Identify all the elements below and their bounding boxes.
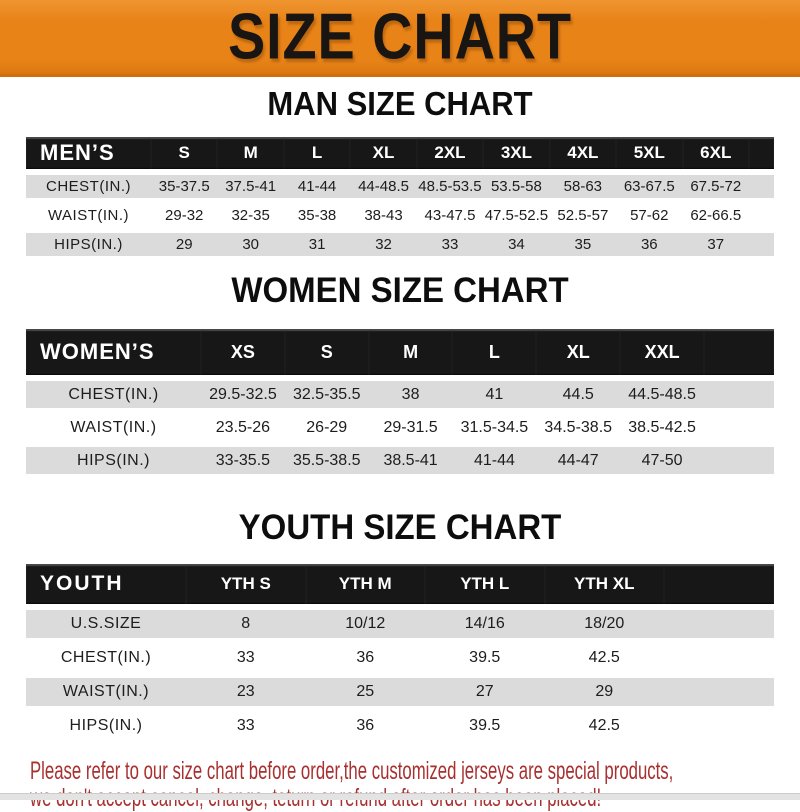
men-cell-1-4: 43-47.5 xyxy=(417,204,483,227)
men-cell-1-5: 47.5-52.5 xyxy=(483,204,549,227)
women-size-section xyxy=(0,270,800,480)
men-cell-2-6: 35 xyxy=(550,233,616,256)
women-size-header-4: XL xyxy=(536,329,620,375)
men-cell-1-1: 32-35 xyxy=(217,204,283,227)
men-cell-0-1: 37.5-41 xyxy=(217,175,283,198)
men-cell-2-1: 30 xyxy=(217,233,283,256)
youth-cell-2-1: 25 xyxy=(306,678,426,706)
women-row-spacer-0 xyxy=(704,381,774,408)
men-size-header-8: 6XL xyxy=(683,137,750,169)
women-row-label-2: HIPS(IN.) xyxy=(26,447,201,474)
men-cell-1-3: 38-43 xyxy=(350,204,416,227)
men-cell-2-5: 34 xyxy=(483,233,549,256)
men-size-header-1: M xyxy=(217,137,283,169)
youth-row-label-3: HIPS(IN.) xyxy=(26,712,186,740)
youth-header-spacer xyxy=(664,564,774,604)
order-note-line-1: Please refer to our size chart before order,the customized jerseys are special products, xyxy=(30,757,674,785)
men-cell-0-6: 58-63 xyxy=(550,175,616,198)
men-size-section xyxy=(0,84,800,262)
men-row-0 xyxy=(26,175,774,198)
youth-cell-3-3: 42.5 xyxy=(545,712,665,740)
women-cell-2-1: 35.5-38.5 xyxy=(285,447,369,474)
women-cell-0-1: 32.5-35.5 xyxy=(285,381,369,408)
youth-row-label-0: U.S.SIZE xyxy=(26,610,186,638)
women-cell-1-0: 23.5-26 xyxy=(201,414,285,441)
women-cell-0-3: 41 xyxy=(452,381,536,408)
men-size-header-5: 3XL xyxy=(483,137,549,169)
youth-cell-0-2: 14/16 xyxy=(425,610,545,638)
women-size-header-1: S xyxy=(285,329,369,375)
women-cell-0-5: 44.5-48.5 xyxy=(620,381,704,408)
men-row-label-0: CHEST(IN.) xyxy=(26,175,151,198)
women-cell-0-0: 29.5-32.5 xyxy=(201,381,285,408)
women-cell-2-2: 38.5-41 xyxy=(369,447,453,474)
men-header-spacer xyxy=(749,137,774,169)
youth-size-section xyxy=(0,507,800,746)
men-row-1 xyxy=(26,204,774,227)
youth-row-spacer-3 xyxy=(664,712,774,740)
women-header-spacer xyxy=(704,329,774,375)
women-cell-0-2: 38 xyxy=(369,381,453,408)
women-section-heading: WOMEN SIZE CHART xyxy=(231,269,569,310)
women-row-label-0: CHEST(IN.) xyxy=(26,381,201,408)
men-cell-1-2: 35-38 xyxy=(284,204,350,227)
men-cell-2-0: 29 xyxy=(151,233,217,256)
page-title: SIZE CHART xyxy=(227,0,573,73)
youth-row-spacer-2 xyxy=(664,678,774,706)
men-row-spacer-0 xyxy=(749,175,774,198)
men-row-2 xyxy=(26,233,774,256)
youth-cell-3-0: 33 xyxy=(186,712,306,740)
men-cell-1-0: 29-32 xyxy=(151,204,217,227)
women-cell-1-5: 38.5-42.5 xyxy=(620,414,704,441)
youth-size-header-3: YTH XL xyxy=(545,564,665,604)
men-header-row xyxy=(26,137,774,169)
men-size-header-6: 4XL xyxy=(550,137,616,169)
youth-cell-1-2: 39.5 xyxy=(425,644,545,672)
youth-cell-2-3: 29 xyxy=(545,678,665,706)
men-section-heading: MAN SIZE CHART xyxy=(267,84,533,123)
men-size-header-4: 2XL xyxy=(417,137,483,169)
women-size-header-5: XXL xyxy=(620,329,704,375)
youth-row-label-1: CHEST(IN.) xyxy=(26,644,186,672)
men-row-spacer-1 xyxy=(749,204,774,227)
men-row-label-2: HIPS(IN.) xyxy=(26,233,151,256)
youth-row-0 xyxy=(26,610,774,638)
youth-row-3 xyxy=(26,712,774,740)
youth-size-header-2: YTH L xyxy=(425,564,545,604)
women-cell-2-5: 47-50 xyxy=(620,447,704,474)
youth-size-table xyxy=(26,558,774,746)
youth-cell-0-1: 10/12 xyxy=(306,610,426,638)
women-size-header-0: XS xyxy=(201,329,285,375)
youth-row-1 xyxy=(26,644,774,672)
youth-cell-0-3: 18/20 xyxy=(545,610,665,638)
men-cell-0-7: 63-67.5 xyxy=(616,175,682,198)
youth-size-header-1: YTH M xyxy=(306,564,426,604)
women-cell-1-1: 26-29 xyxy=(285,414,369,441)
men-cell-2-7: 36 xyxy=(616,233,682,256)
men-size-header-0: S xyxy=(151,137,217,169)
women-cell-2-3: 41-44 xyxy=(452,447,536,474)
title-banner xyxy=(0,0,800,77)
women-cell-2-0: 33-35.5 xyxy=(201,447,285,474)
men-cell-1-7: 57-62 xyxy=(616,204,682,227)
women-row-0 xyxy=(26,381,774,408)
women-row-spacer-2 xyxy=(704,447,774,474)
women-size-header-3: L xyxy=(452,329,536,375)
bottom-divider xyxy=(0,793,800,800)
men-cell-0-5: 53.5-58 xyxy=(483,175,549,198)
men-cell-0-4: 48.5-53.5 xyxy=(417,175,483,198)
men-cell-0-3: 44-48.5 xyxy=(350,175,416,198)
men-band-label: MEN’S xyxy=(26,137,151,169)
women-cell-0-4: 44.5 xyxy=(536,381,620,408)
men-row-label-1: WAIST(IN.) xyxy=(26,204,151,227)
women-row-1 xyxy=(26,414,774,441)
men-size-header-7: 5XL xyxy=(616,137,682,169)
youth-size-header-0: YTH S xyxy=(186,564,306,604)
youth-cell-2-2: 27 xyxy=(425,678,545,706)
youth-band-label: YOUTH xyxy=(26,564,186,604)
youth-cell-2-0: 23 xyxy=(186,678,306,706)
youth-row-spacer-1 xyxy=(664,644,774,672)
youth-cell-0-0: 8 xyxy=(186,610,306,638)
youth-section-heading: YOUTH SIZE CHART xyxy=(238,506,562,547)
women-row-label-1: WAIST(IN.) xyxy=(26,414,201,441)
youth-row-spacer-0 xyxy=(664,610,774,638)
men-cell-0-0: 35-37.5 xyxy=(151,175,217,198)
men-cell-0-2: 41-44 xyxy=(284,175,350,198)
women-cell-1-2: 29-31.5 xyxy=(369,414,453,441)
men-cell-2-3: 32 xyxy=(350,233,416,256)
youth-cell-3-1: 36 xyxy=(306,712,426,740)
women-cell-1-3: 31.5-34.5 xyxy=(452,414,536,441)
youth-row-2 xyxy=(26,678,774,706)
men-cell-2-4: 33 xyxy=(417,233,483,256)
men-cell-2-2: 31 xyxy=(284,233,350,256)
youth-cell-1-0: 33 xyxy=(186,644,306,672)
order-note xyxy=(30,758,800,812)
women-row-2 xyxy=(26,447,774,474)
women-size-table xyxy=(26,323,774,480)
men-cell-0-8: 67.5-72 xyxy=(683,175,750,198)
youth-header-row xyxy=(26,564,774,604)
women-cell-2-4: 44-47 xyxy=(536,447,620,474)
youth-cell-1-1: 36 xyxy=(306,644,426,672)
men-size-table xyxy=(26,131,774,262)
men-size-header-2: L xyxy=(284,137,350,169)
youth-cell-3-2: 39.5 xyxy=(425,712,545,740)
women-row-spacer-1 xyxy=(704,414,774,441)
women-band-label: WOMEN’S xyxy=(26,329,201,375)
men-cell-1-6: 52.5-57 xyxy=(550,204,616,227)
women-cell-1-4: 34.5-38.5 xyxy=(536,414,620,441)
men-size-header-3: XL xyxy=(350,137,416,169)
women-header-row xyxy=(26,329,774,375)
men-row-spacer-2 xyxy=(749,233,774,256)
youth-row-label-2: WAIST(IN.) xyxy=(26,678,186,706)
youth-cell-1-3: 42.5 xyxy=(545,644,665,672)
women-size-header-2: M xyxy=(369,329,453,375)
men-cell-1-8: 62-66.5 xyxy=(683,204,750,227)
men-cell-2-8: 37 xyxy=(683,233,750,256)
